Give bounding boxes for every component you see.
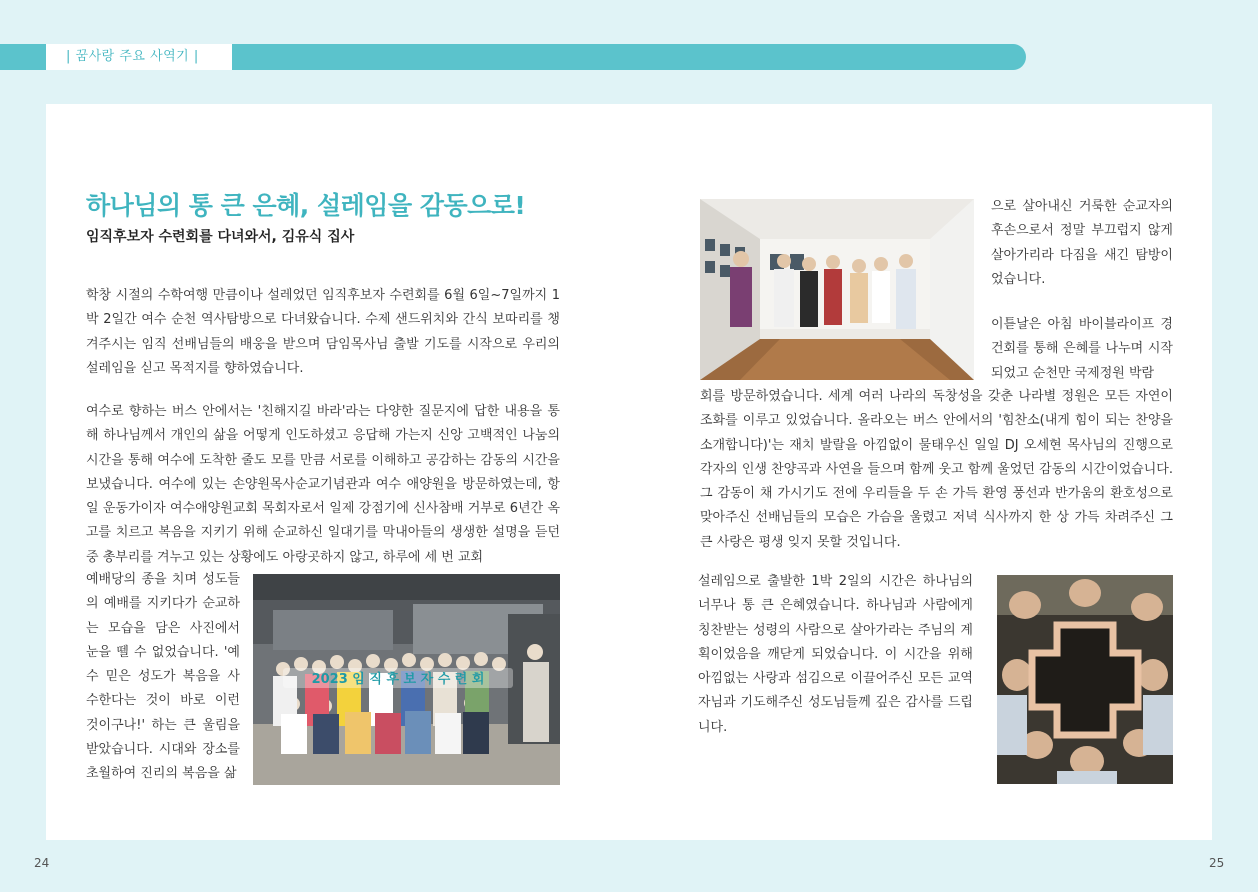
- paragraph-4: 회를 방문하였습니다. 세계 여러 나라의 독창성을 갖춘 나라별 정원은 모든 자연이 조화를 이루고 있었습니다. 올라오는 버스 안에서의 '힘찬소(내게 힘이 되는 찬양을 소개합니다)'는 재치 발랄을 아낌없이 물태우신 일일 DJ 오세현 목사님의 진행으로 각자의 인생 찬양곡과 사연을 들으며 함께 웃고 함께 울었던 감동의 시간이었습니다. 그 감동이 채 가시기도 전에 우리들을 두 손 가득 환영 풍선과 반가움의 환호성으로 맞아주신 선배님들의 모습은 가슴을 울렸고 저녁 식사까지 한 상 가득 차려주신 그 큰 사랑은 평생 잊지 못할 것입니다.: [700, 389, 1173, 550]
- museum-photo: [700, 199, 974, 380]
- paragraph-4-wrap: 이튿날은 아침 바이블라이프 경건회를 통해 은혜를 나누며 시작되었고 순천만 국제정원 박람: [991, 317, 1173, 381]
- paragraph-3-wrap: 으로 살아내신 거룩한 순교자의 후손으로서 정말 부끄럽지 않게 살아가리라 다짐을 새긴 탐방이었습니다.: [991, 199, 1173, 287]
- page-number-left: 24: [34, 856, 50, 870]
- paragraph-2: 여수로 향하는 버스 안에서는 '친해지길 바라'라는 다양한 질문지에 답한 내용을 통해 하나님께서 개인의 삶을 어떻게 인도하셨고 응답해 가는지 신앙 고백적인 나눔의 시간을 통해 여수에 도착한 줄도 모를 만큼 서로를 이해하고 공감하는 감동의 시간을 보냈습니다. 여수에 있는 손양원목사순교기념관과 여수 애양원을 방문하였는데, 항일 운동가이자 여수애양원교회 목회자로서 일제 강점기에 신사참배 거부로 6년간 옥고를 치르고 복음을 지키기 위해 순교하신 일대기를 막내아들의 생생한 설명을 듣던 중 총부리를 겨누고 있는 상황에도 아랑곳하지 않고, 하루에 세 번 교회: [86, 404, 560, 565]
- paragraph-2-wrap: 예배당의 종을 치며 성도들의 예배를 지키다가 순교하는 모습을 담은 사진에서 눈을 뗄 수 없었습니다. '예수 믿은 성도가 복음을 사수한다는 것이 바로 이런 것이구나!' 하는 큰 울림을 받았습니다. 시대와 장소를 초월하여 진리의 복음을 삶: [86, 572, 240, 782]
- group-photo: [253, 574, 560, 785]
- paragraph-5: 설레임으로 출발한 1박 2일의 시간은 하나님의 너무나 통 큰 은혜였습니다. 하나님과 사람에게 칭찬받는 성령의 사람으로 살아가라는 주님의 계획이었음을 깨닫게 되었습니다. 이 시간을 위해 아낌없는 사랑과 섬김으로 이끌어주신 모든 교역자님과 기도해주신 성도님들께 깊은 감사를 드립니다.: [698, 574, 973, 735]
- prayer-circle-photo: [997, 575, 1173, 784]
- article-title: 하나님의 통 큰 은혜, 설레임을 감동으로!: [86, 191, 526, 220]
- page-number-right: 25: [1209, 856, 1225, 870]
- section-label: | 꿈사랑 주요 사역기 |: [46, 44, 232, 70]
- paragraph-1: 학창 시절의 수학여행 만큼이나 설레었던 임직후보자 수련회를 6월 6일~7일까지 1박 2일간 여수 순천 역사탐방으로 다녀왔습니다. 수제 샌드위치와 간식 보따리를 챙겨주시는 임직 선배님들의 배웅을 받으며 담임목사님 출발 기도를 시작으로 우리의 설레임을 싣고 목적지를 향하였습니다.: [86, 288, 560, 376]
- group-photo-banner: 2023 임 직 후 보 자 수 련 회: [311, 672, 485, 687]
- article-subtitle: 임직후보자 수련회를 다녀와서, 김유식 집사: [86, 229, 355, 245]
